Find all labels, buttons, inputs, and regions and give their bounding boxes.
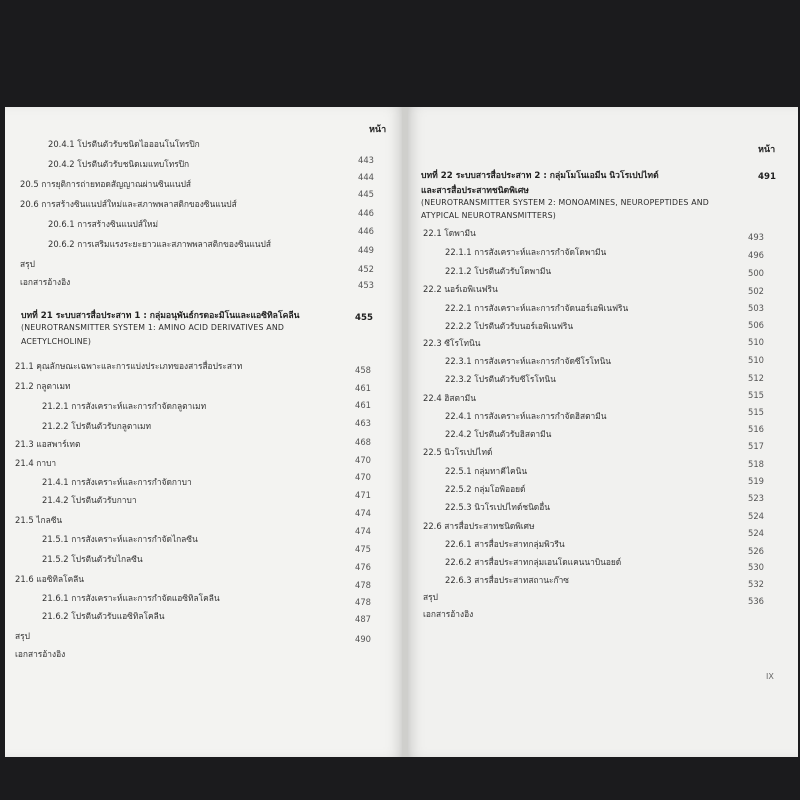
toc-entry: 22.4.1 การสังเคราะห์และการกำจัดฮิสตามีน — [445, 411, 607, 421]
toc-page-number: 532 — [748, 579, 764, 589]
toc-page-number: 476 — [355, 562, 371, 572]
toc-entry: เอกสารอ้างอิง — [20, 277, 71, 287]
left-page-header: หน้า — [369, 125, 387, 135]
toc-entry: 20.4.2 โปรตีนตัวรับชนิดเมแทบโทรปิก — [48, 159, 190, 169]
toc-page-number: 502 — [748, 286, 764, 296]
toc-entry: 21.5 ไกลซีน — [15, 515, 63, 525]
chapter-21-title: บทที่ 21 ระบบสารสื่อประสาท 1 : กลุ่มอนุพันธ์กรดอะมิโนและแอซิทิลโคลีน — [21, 311, 300, 321]
toc-page-number: 475 — [355, 544, 371, 554]
toc-page-number: 468 — [355, 437, 371, 447]
toc-page-number: 463 — [355, 418, 371, 428]
toc-entry: 20.6.1 การสร้างซินแนปส์ใหม่ — [48, 219, 159, 229]
toc-entry: 21.6.2 โปรตีนตัวรับแอซิทิลโคลีน — [42, 611, 165, 621]
toc-page-number: 496 — [748, 250, 764, 260]
toc-entry: 22.2.1 การสังเคราะห์และการกำจัดนอร์เอพิเนฟริน — [445, 303, 629, 313]
toc-page-number: 515 — [748, 390, 764, 400]
chapter-22-page: 491 — [758, 172, 776, 182]
toc-page-number: 487 — [355, 614, 371, 624]
toc-page-number: 453 — [358, 280, 374, 290]
toc-entry: สรุป — [20, 259, 35, 269]
chapter-22-english-line-1: (NEUROTRANSMITTER SYSTEM 2: MONOAMINES, NEUROPEPTIDES AND — [421, 198, 709, 207]
toc-entry: 22.5.2 กลุ่มโอพิออยด์ — [445, 484, 526, 494]
toc-page-number: 512 — [748, 373, 764, 383]
toc-page-number: 461 — [355, 383, 371, 393]
toc-page-number: 470 — [355, 455, 371, 465]
toc-entry: 21.2.2 โปรตีนตัวรับกลูตาเมท — [42, 421, 151, 431]
toc-page-number: 449 — [358, 245, 374, 255]
toc-page-number: 530 — [748, 562, 764, 572]
toc-entry: 22.5 นิวโรเปปไทด์ — [423, 447, 493, 457]
toc-page-number: 516 — [748, 424, 764, 434]
toc-page-number: 503 — [748, 303, 764, 313]
toc-entry: 22.6.3 สารสื่อประสาทสถานะก๊าซ — [445, 575, 569, 585]
toc-entry: 22.1 โดพามีน — [423, 228, 476, 238]
chapter-22-title-line-2: และสารสื่อประสาทชนิดพิเศษ — [421, 186, 529, 196]
toc-page-number: 515 — [748, 407, 764, 417]
toc-entry: 22.1.1 การสังเคราะห์และการกำจัดโดพามีน — [445, 247, 607, 257]
toc-entry: สรุป — [423, 592, 438, 602]
toc-entry: 21.5.1 การสังเคราะห์และการกำจัดไกลซีน — [42, 534, 198, 544]
toc-entry: 21.5.2 โปรตีนตัวรับไกลซีน — [42, 554, 143, 564]
toc-entry: 22.1.2 โปรตีนตัวรับโดพามีน — [445, 266, 552, 276]
toc-entry: 22.4.2 โปรตีนตัวรับฮิสตามีน — [445, 429, 552, 439]
chapter-22-title-line-1: บทที่ 22 ระบบสารสื่อประสาท 2 : กลุ่มโมโนเอมีน นิวโรเปปไทด์ — [421, 171, 659, 181]
toc-page-number: 506 — [748, 320, 764, 330]
toc-page-number: 510 — [748, 337, 764, 347]
toc-page-number: 474 — [355, 508, 371, 518]
toc-page-number: 471 — [355, 490, 371, 500]
toc-entry: 22.5.3 นิวโรเปปไทด์ชนิดอื่น — [445, 502, 550, 512]
toc-page-number: 446 — [358, 208, 374, 218]
toc-page-number: 510 — [748, 355, 764, 365]
toc-page-number: 452 — [358, 264, 374, 274]
right-page-header: หน้า — [758, 145, 776, 155]
toc-page-number: 523 — [748, 493, 764, 503]
toc-entry: 21.6.1 การสังเคราะห์และการกำจัดแอซิทิลโคลีน — [42, 593, 220, 603]
toc-page-number: 536 — [748, 596, 764, 606]
toc-entry: 20.5 การยุติการถ่ายทอดสัญญาณผ่านซินแนปส์ — [20, 179, 192, 189]
toc-page-number: 443 — [358, 155, 374, 165]
toc-page-number: 446 — [358, 226, 374, 236]
book-gutter — [402, 107, 408, 757]
toc-page-number: 478 — [355, 597, 371, 607]
toc-entry: 21.6 แอซิทิลโคลีน — [15, 574, 85, 584]
toc-page-number: 524 — [748, 528, 764, 538]
toc-page-number: 444 — [358, 172, 374, 182]
toc-entry: 22.3 ซีโรโทนิน — [423, 338, 481, 348]
toc-page-number: 517 — [748, 441, 764, 451]
toc-entry: 20.4.1 โปรตีนตัวรับชนิดไอออนโนโทรปิก — [48, 139, 200, 149]
toc-entry: 22.6 สารสื่อประสาทชนิดพิเศษ — [423, 521, 535, 531]
toc-entry: 22.6.2 สารสื่อประสาทกลุ่มเอนโดแคนนาบินอยด์ — [445, 557, 622, 567]
toc-entry: สรุป — [15, 631, 30, 641]
toc-page-number: 474 — [355, 526, 371, 536]
toc-page-number: 526 — [748, 546, 764, 556]
toc-entry: 21.2 กลูตาเมท — [15, 381, 71, 391]
toc-entry: 21.4.1 การสังเคราะห์และการกำจัดกาบา — [42, 477, 192, 487]
toc-page-number: 493 — [748, 232, 764, 242]
toc-entry: 22.2.2 โปรตีนตัวรับนอร์เอพิเนฟริน — [445, 321, 574, 331]
toc-page-number: 458 — [355, 365, 371, 375]
toc-page-number: 518 — [748, 459, 764, 469]
toc-entry: 22.3.1 การสังเคราะห์และการกำจัดซีโรโทนิน — [445, 356, 612, 366]
toc-entry: 21.4 กาบา — [15, 458, 57, 468]
toc-page-number: 445 — [358, 189, 374, 199]
chapter-21-page: 455 — [355, 313, 373, 323]
toc-entry: เอกสารอ้างอิง — [15, 649, 66, 659]
toc-page-number: 470 — [355, 472, 371, 482]
toc-entry: 21.4.2 โปรตีนตัวรับกาบา — [42, 495, 137, 505]
toc-page-number: 461 — [355, 400, 371, 410]
toc-page-number: 478 — [355, 580, 371, 590]
toc-entry: 22.4 ฮิสตามีน — [423, 393, 476, 403]
toc-entry: 21.2.1 การสังเคราะห์และการกำจัดกลูตาเมท — [42, 401, 207, 411]
toc-entry: 22.2 นอร์เอพิเนฟริน — [423, 284, 498, 294]
toc-entry: 21.3 แอสพาร์เทต — [15, 439, 81, 449]
toc-entry: 20.6 การสร้างซินแนปส์ใหม่และสภาพพลาสติกของซินแนปส์ — [20, 199, 237, 209]
toc-entry: 22.5.1 กลุ่มทาคีไคนิน — [445, 466, 528, 476]
chapter-21-english-line-2: ACETYLCHOLINE) — [21, 337, 92, 346]
chapter-21-english-line-1: (NEUROTRANSMITTER SYSTEM 1: AMINO ACID DERIVATIVES AND — [21, 323, 285, 332]
toc-page-number: 500 — [748, 268, 764, 278]
toc-page-number: 524 — [748, 511, 764, 521]
page-folio: IX — [766, 672, 774, 681]
toc-page-number: 490 — [355, 634, 371, 644]
toc-entry: 20.6.2 การเสริมแรงระยะยาวและสภาพพลาสติกของซินแนปส์ — [48, 239, 271, 249]
toc-entry: 22.6.1 สารสื่อประสาทกลุ่มพิวรีน — [445, 539, 565, 549]
toc-page-number: 519 — [748, 476, 764, 486]
toc-entry: 22.3.2 โปรตีนตัวรับซีโรโทนิน — [445, 374, 556, 384]
chapter-22-english-line-2: ATYPICAL NEUROTRANSMITTERS) — [421, 211, 557, 220]
toc-entry: 21.1 คุณลักษณะเฉพาะและการแบ่งประเภทของสารสื่อประสาท — [15, 361, 243, 371]
toc-entry: เอกสารอ้างอิง — [423, 609, 474, 619]
